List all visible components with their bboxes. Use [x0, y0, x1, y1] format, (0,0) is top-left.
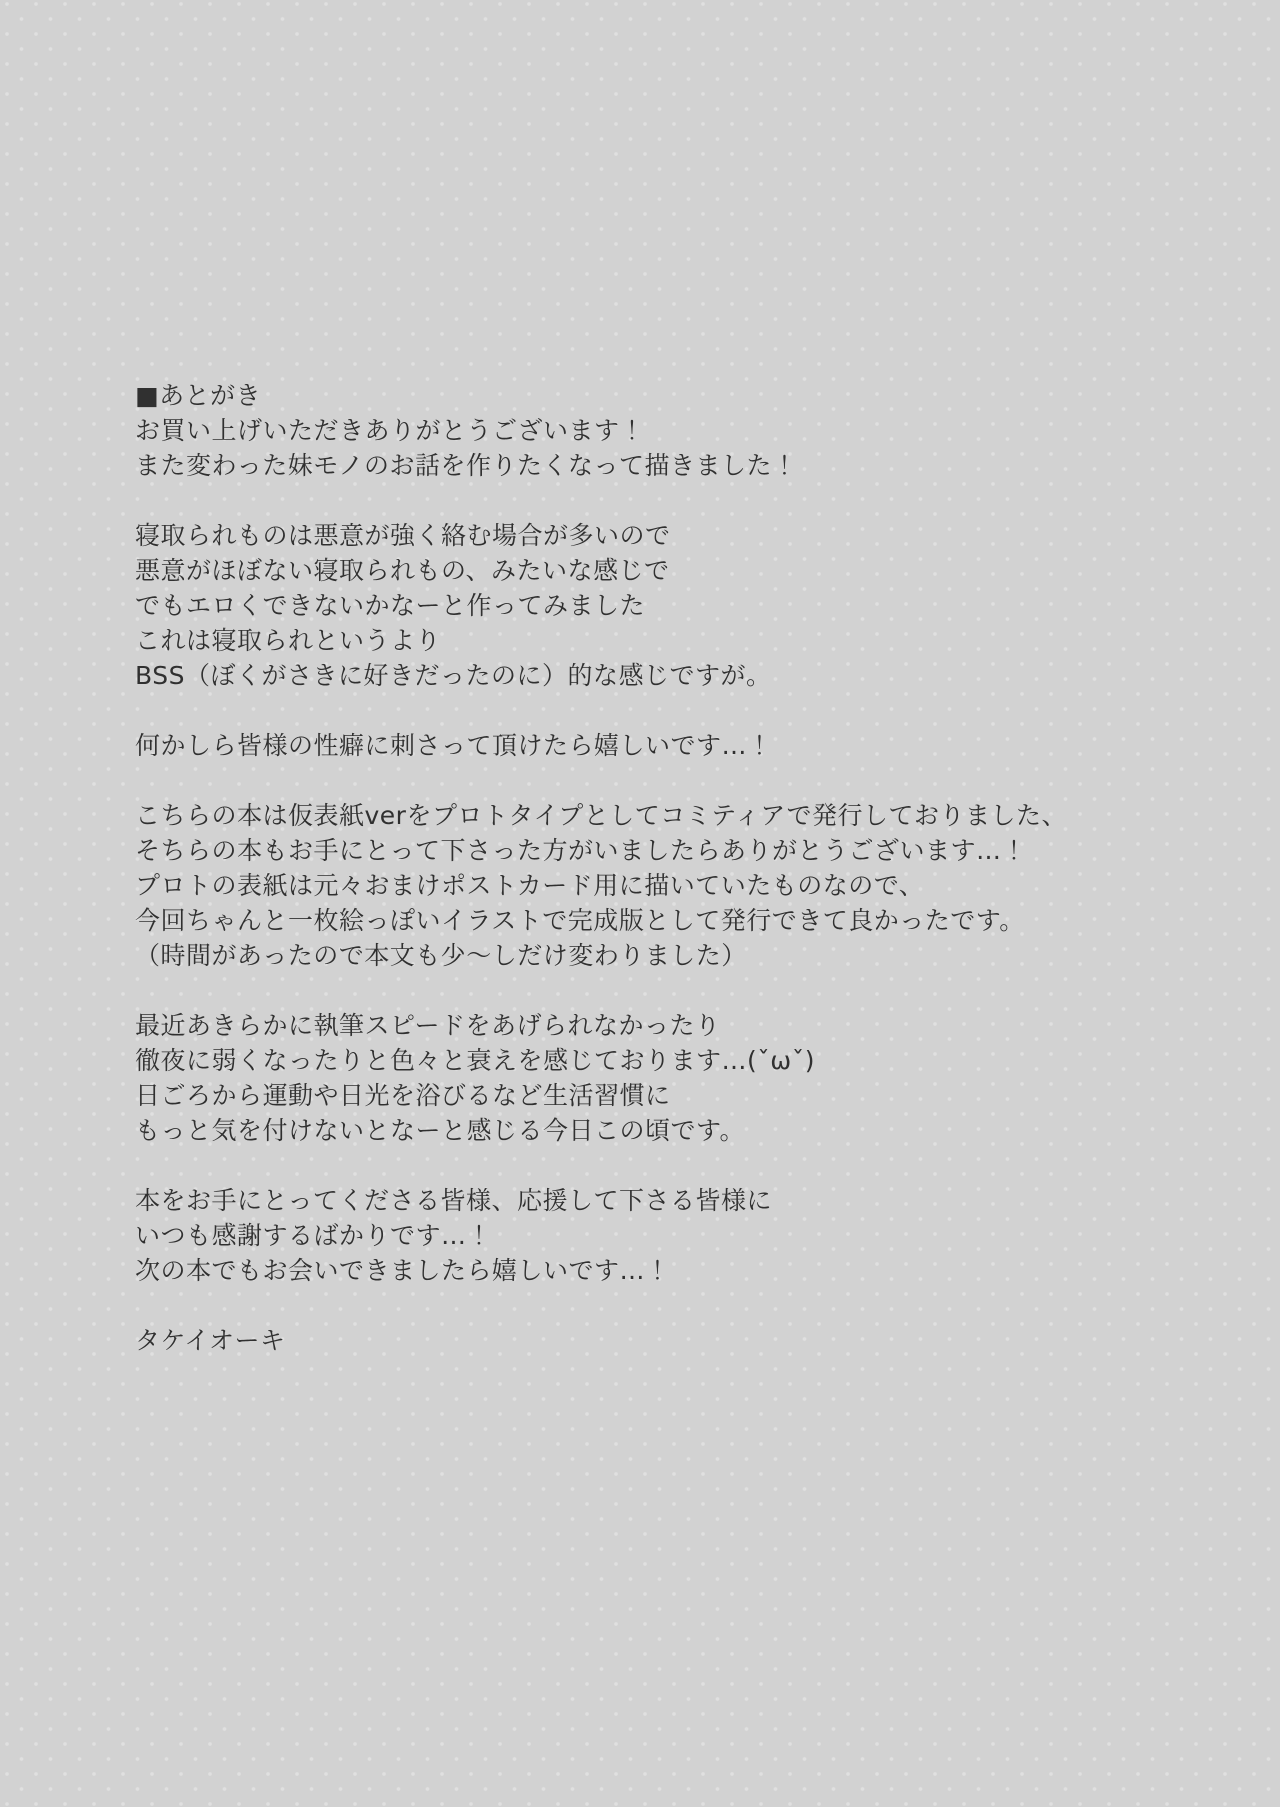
afterword-line: （時間があったので本文も少〜しだけ変わりました）: [135, 941, 747, 970]
afterword-line: プロトの表紙は元々おまけポストカード用に描いていたものなので、: [135, 871, 925, 900]
afterword-line: そちらの本もお手にとって下さった方がいましたらありがとうございます…！: [135, 836, 1028, 865]
afterword-line: 最近あきらかに執筆スピードをあげられなかったり: [135, 1011, 721, 1040]
afterword-line: 次の本でもお会いできましたら嬉しいです…！: [135, 1256, 671, 1285]
afterword-line: 本をお手にとってくださる皆様、応援して下さる皆様に: [135, 1186, 773, 1215]
afterword-line: BSS（ぼくがさきに好きだったのに）的な感じですが。: [135, 661, 772, 690]
afterword-paragraphs: [135, 413, 1067, 1288]
afterword-line: こちらの本は仮表紙verをプロトタイプとしてコミティアで発行しておりました、: [135, 801, 1067, 830]
afterword-line: いつも感謝するばかりです…！: [135, 1221, 493, 1250]
afterword-line: でもエロくできないかなーと作ってみました: [135, 591, 646, 620]
afterword-heading: ■あとがき: [135, 381, 262, 410]
afterword-line: お買い上げいただきありがとうございます！: [135, 416, 646, 445]
afterword-paragraph: [135, 798, 1067, 973]
afterword-line: もっと気を付けないとなーと感じる今日この頃です。: [135, 1116, 746, 1145]
author-signature: タケイオーキ: [135, 1326, 286, 1355]
afterword-paragraph: [135, 413, 1067, 483]
afterword-paragraph: [135, 518, 1067, 693]
afterword-line: 悪意がほぼない寝取られもの、みたいな感じで: [135, 556, 670, 585]
afterword-line: 日ごろから運動や日光を浴びるなど生活習慣に: [135, 1081, 671, 1110]
afterword-paragraph: [135, 1008, 1067, 1148]
afterword-line: 徹夜に弱くなったりと色々と衰えを感じております…(ˇωˇ): [135, 1046, 815, 1075]
afterword-line: 今回ちゃんと一枚絵っぽいイラストで完成版として発行できて良かったです。: [135, 906, 1025, 935]
afterword-line: これは寝取られというより: [135, 626, 442, 655]
afterword-line: 寝取られものは悪意が強く絡む場合が多いので: [135, 521, 671, 550]
afterword-text-block: [135, 378, 1067, 1358]
afterword-line: 何かしら皆様の性癖に刺さって頂けたら嬉しいです…！: [135, 731, 773, 760]
afterword-line: また変わった妹モノのお話を作りたくなって描きました！: [135, 451, 798, 480]
afterword-paragraph: [135, 1183, 1067, 1288]
afterword-paragraph: [135, 728, 1067, 763]
